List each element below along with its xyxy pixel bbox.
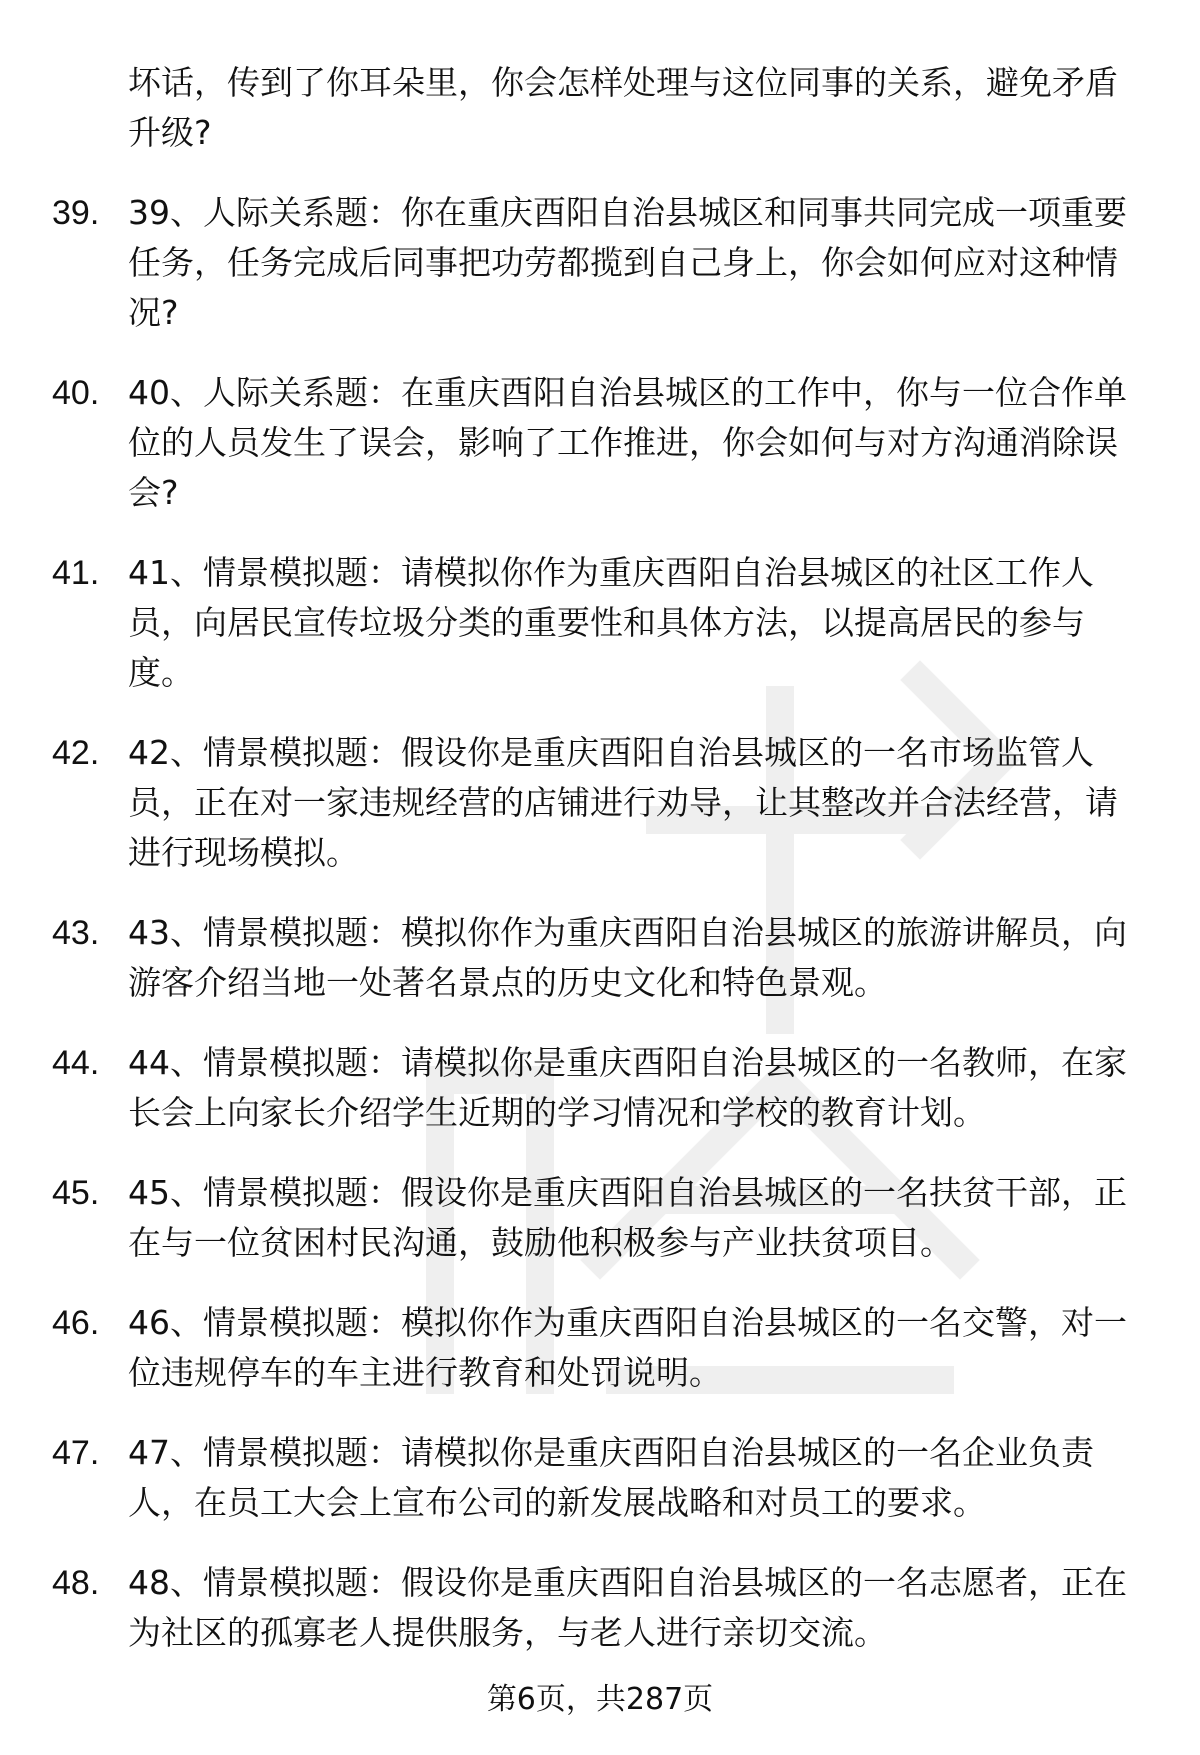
item-number: 46. [52,1304,100,1342]
list-item [0,908,1200,1008]
item-text: 47、情景模拟题：请模拟你是重庆酉阳自治县城区的一名企业负责人，在员工大会上宣布公司的新发展战略和对员工的要求。 [128,1433,1094,1522]
item-text: 40、人际关系题：在重庆酉阳自治县城区的工作中，你与一位合作单位的人员发生了误会，影响了工作推进，你会如何与对方沟通消除误会? [128,373,1127,512]
list-item [0,548,1200,698]
list-item [0,368,1200,518]
item-number: 45. [52,1174,100,1212]
list-item [0,1298,1200,1398]
item-number: 39. [52,194,100,232]
item-number: 44. [52,1044,100,1082]
list-item [0,1558,1200,1658]
list-item [0,1038,1200,1138]
item-text: 48、情景模拟题：假设你是重庆酉阳自治县城区的一名志愿者，正在为社区的孤寡老人提供服务，与老人进行亲切交流。 [128,1563,1127,1652]
item-number: 48. [52,1564,100,1602]
item-text: 44、情景模拟题：请模拟你是重庆酉阳自治县城区的一名教师，在家长会上向家长介绍学生近期的学习情况和学校的教育计划。 [128,1043,1127,1132]
item-number: 40. [52,374,100,412]
item-text: 42、情景模拟题：假设你是重庆酉阳自治县城区的一名市场监管人员，正在对一家违规经营的店铺进行劝导，让其整改并合法经营，请进行现场模拟。 [128,733,1118,872]
item-number: 47. [52,1434,100,1472]
list-item [0,188,1200,338]
page-footer: 第6页，共287页 [486,1682,714,1717]
list-item [0,1428,1200,1528]
continued-text: 坏话，传到了你耳朵里，你会怎样处理与这位同事的关系，避免矛盾升级? [128,63,1118,152]
item-text: 43、情景模拟题：模拟你作为重庆酉阳自治县城区的旅游讲解员，向游客介绍当地一处著名景点的历史文化和特色景观。 [128,913,1127,1002]
item-number: 41. [52,554,100,592]
item-text: 39、人际关系题：你在重庆酉阳自治县城区和同事共同完成一项重要任务，任务完成后同事把功劳都揽到自己身上，你会如何应对这种情况? [128,193,1127,332]
item-text: 41、情景模拟题：请模拟你作为重庆酉阳自治县城区的社区工作人员，向居民宣传垃圾分类的重要性和具体方法，以提高居民的参与度。 [128,553,1094,692]
item-text: 46、情景模拟题：模拟你作为重庆酉阳自治县城区的一名交警，对一位违规停车的车主进行教育和处罚说明。 [128,1303,1127,1392]
item-number: 42. [52,734,100,772]
item-text: 45、情景模拟题：假设你是重庆酉阳自治县城区的一名扶贫干部，正在与一位贫困村民沟通，鼓励他积极参与产业扶贫项目。 [128,1173,1127,1262]
item-number: 43. [52,914,100,952]
question-list [0,58,1200,1688]
list-item [0,1168,1200,1268]
list-item [0,728,1200,878]
